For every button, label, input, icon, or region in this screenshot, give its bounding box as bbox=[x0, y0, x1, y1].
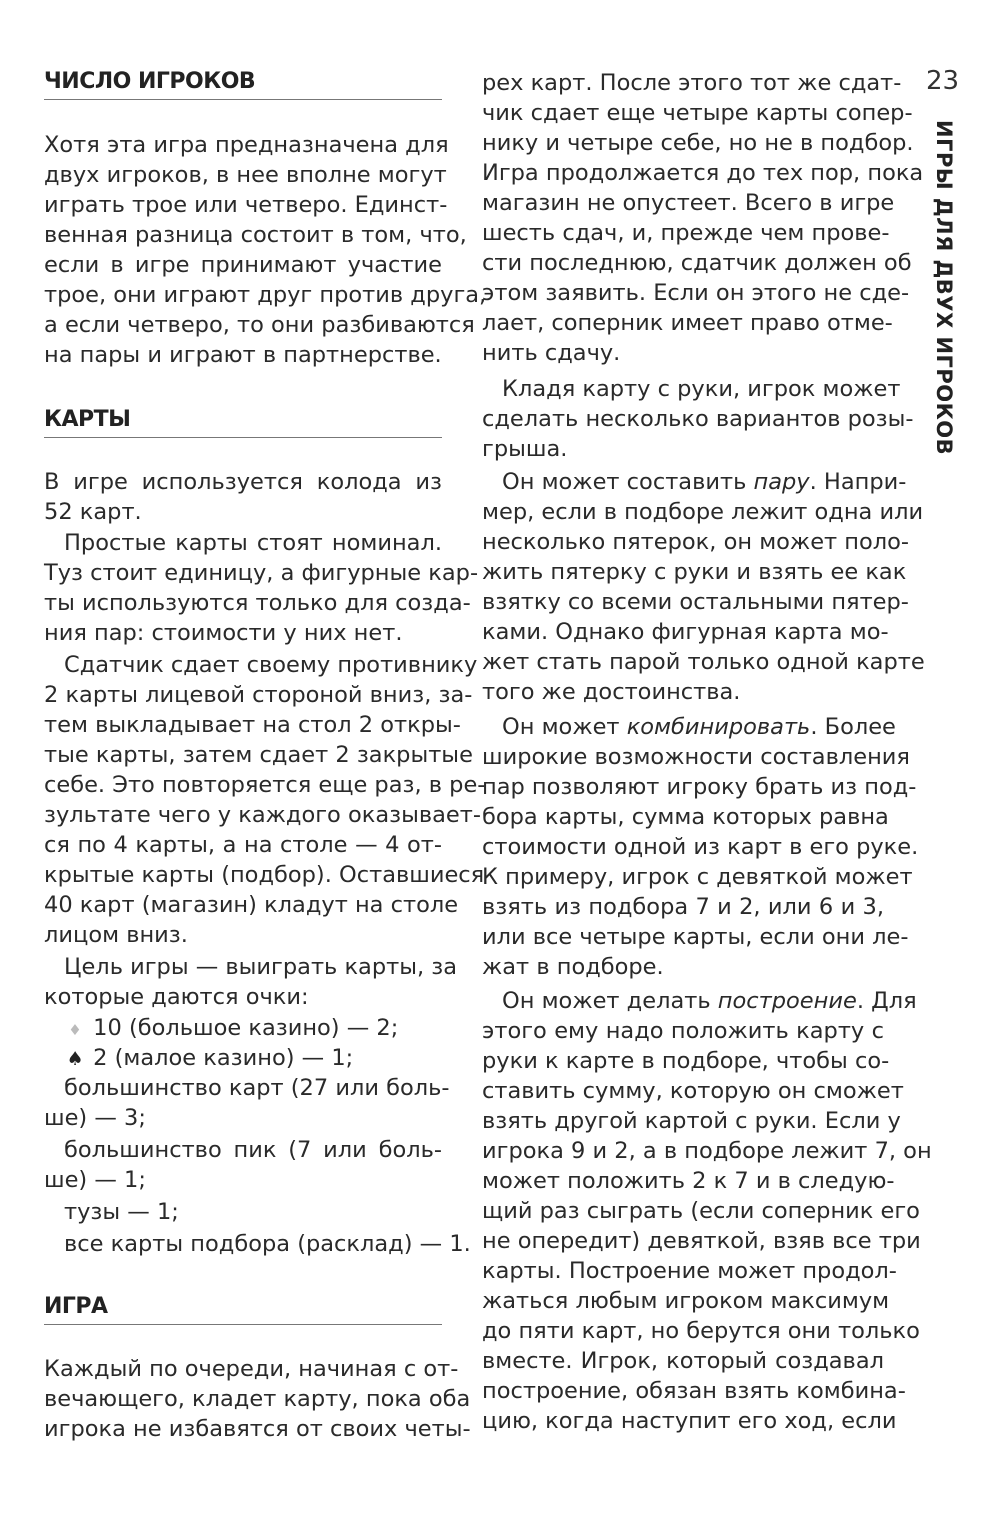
text-line: тые карты, затем сдает 2 закрытые bbox=[44, 742, 473, 768]
text-line: шесть сдач, и, прежде чем прове- bbox=[482, 220, 890, 246]
text-line bbox=[482, 712, 896, 742]
section-heading-cards: КАРТЫ bbox=[44, 408, 442, 438]
text-line: лает, соперник имеет право отме- bbox=[482, 310, 893, 336]
text-line: пар позволяют игроку брать из под- bbox=[482, 774, 917, 800]
term-build: построение bbox=[717, 988, 857, 1014]
list-item-text: 10 (большое казино) — 2; bbox=[93, 1015, 399, 1041]
text-line: ками. Однако фигурная карта мо- bbox=[482, 619, 889, 645]
text-line: ты используются только для созда- bbox=[44, 590, 471, 616]
text-line: Хотя эта игра предназначена для bbox=[44, 132, 449, 158]
text-line: щий раз сыграть (если соперник его bbox=[482, 1198, 920, 1224]
text-line: не опередит) девяткой, взяв все три bbox=[482, 1228, 921, 1254]
text-segment: Он может bbox=[502, 714, 627, 740]
text-line: магазин не опустеет. Всего в игре bbox=[482, 190, 895, 216]
text-line: мер, если в подборе лежит одна или bbox=[482, 499, 924, 525]
text-line: этого ему надо положить карту с bbox=[482, 1018, 884, 1044]
text-line: или все четыре карты, если они ле- bbox=[482, 924, 909, 950]
text-line: построение, обязан взять комбина- bbox=[482, 1378, 906, 1404]
text-segment: Он может делать bbox=[502, 988, 718, 1014]
text-line: рех карт. После этого тот же сдат- bbox=[482, 70, 902, 96]
text-line: Кладя карту с руки, игрок может bbox=[502, 376, 901, 402]
text-line: 2 карты лицевой стороной вниз, за- bbox=[44, 682, 473, 708]
text-line: В игре используется колода из bbox=[44, 469, 442, 495]
text-line: грыша. bbox=[482, 436, 568, 462]
text-line: нику и четыре себе, но не в подбор. bbox=[482, 130, 914, 156]
text-line: ния пар: стоимости у них нет. bbox=[44, 620, 403, 646]
text-segment: . Более bbox=[810, 714, 896, 740]
list-item: тузы — 1; bbox=[64, 1199, 179, 1225]
text-line: венная разница состоит в том, что, bbox=[44, 222, 467, 248]
text-line: взять из подбора 7 и 2, или 6 и 3, bbox=[482, 894, 884, 920]
text-line: если в игре принимают участие bbox=[44, 252, 442, 278]
text-line: вечающего, кладет карту, пока оба bbox=[44, 1386, 471, 1412]
text-line bbox=[482, 467, 907, 497]
list-item bbox=[44, 1043, 442, 1073]
text-line: игрока 9 и 2, а в подборе лежит 7, он bbox=[482, 1138, 932, 1164]
term-combine: комбинировать bbox=[626, 714, 811, 740]
text-line: крытые карты (подбор). Оставшиеся bbox=[44, 862, 485, 888]
text-segment: . Напри- bbox=[809, 469, 907, 495]
text-line: стоимости одной из карт в его руке. bbox=[482, 834, 919, 860]
list-item: ше) — 3; bbox=[44, 1105, 146, 1131]
list-item: ше) — 1; bbox=[44, 1167, 146, 1193]
text-line: этом заявить. Если он этого не сде- bbox=[482, 280, 910, 306]
text-line: ся по 4 карты, а на столе — 4 от- bbox=[44, 832, 442, 858]
text-line: К примеру, игрок с девяткой может bbox=[482, 864, 913, 890]
text-line: двух игроков, в нее вполне могут bbox=[44, 162, 447, 188]
text-line: цию, когда наступит его ход, если bbox=[482, 1408, 897, 1434]
text-line: взять другой картой с руки. Если у bbox=[482, 1108, 901, 1134]
text-line: Цель игры — выиграть карты, за bbox=[64, 954, 458, 980]
text-line bbox=[482, 986, 917, 1016]
text-line: до пяти карт, но берутся они только bbox=[482, 1318, 920, 1344]
text-line: жет стать парой только одной карте bbox=[482, 649, 925, 675]
text-line: нить сдачу. bbox=[482, 340, 621, 366]
text-line: Игра продолжается до тех пор, пока bbox=[482, 160, 924, 186]
text-line: сделать несколько вариантов розы- bbox=[482, 406, 914, 432]
text-line: жить пятерку с руки и взять ее как bbox=[482, 559, 907, 585]
text-line: чик сдает еще четыре карты сопер- bbox=[482, 100, 913, 126]
text-line: 40 карт (магазин) кладут на столе bbox=[44, 892, 459, 918]
text-line: играть трое или четверо. Единст- bbox=[44, 192, 448, 218]
text-line: тем выкладывает на стол 2 откры- bbox=[44, 712, 461, 738]
text-line: Сдатчик сдает своему противнику bbox=[64, 652, 478, 678]
text-line: вместе. Игрок, который создавал bbox=[482, 1348, 884, 1374]
list-item-text: 2 (малое казино) — 1; bbox=[93, 1045, 354, 1071]
list-item bbox=[44, 1013, 442, 1043]
text-line: а если четверо, то они разбиваются bbox=[44, 312, 475, 338]
text-line: 52 карт. bbox=[44, 499, 142, 525]
text-line: на пары и играют в партнерстве. bbox=[44, 342, 442, 368]
text-line: карты. Построение может продол- bbox=[482, 1258, 897, 1284]
text-segment: Он может составить bbox=[502, 469, 754, 495]
text-line: широкие возможности составления bbox=[482, 744, 910, 770]
text-line: Каждый по очереди, начиная с от- bbox=[44, 1356, 459, 1382]
text-line: взятку со всеми остальными пятер- bbox=[482, 589, 909, 615]
text-line: может положить 2 к 7 и в следую- bbox=[482, 1168, 895, 1194]
text-line: бора карты, сумма которых равна bbox=[482, 804, 889, 830]
list-item: большинство карт (27 или боль- bbox=[64, 1075, 450, 1101]
page-number: 23 bbox=[926, 66, 960, 96]
section-heading-game: ИГРА bbox=[44, 1295, 442, 1325]
text-line: себе. Это повторяется еще раз, в ре- bbox=[44, 772, 486, 798]
text-line: несколько пятерок, он может поло- bbox=[482, 529, 910, 555]
list-item: большинство пик (7 или боль- bbox=[64, 1137, 442, 1163]
text-line: игрока не избавятся от своих четы- bbox=[44, 1416, 471, 1442]
text-line: ставить сумму, которую он сможет bbox=[482, 1078, 904, 1104]
text-line: которые даются очки: bbox=[44, 984, 309, 1010]
running-header: ИГРЫ ДЛЯ ДВУХ ИГРОКОВ bbox=[932, 120, 956, 456]
text-line: сти последнюю, сдатчик должен об bbox=[482, 250, 912, 276]
spade-icon: ♠ bbox=[66, 1048, 84, 1070]
text-line: руки к карте в подборе, чтобы со- bbox=[482, 1048, 890, 1074]
text-line: лицом вниз. bbox=[44, 922, 188, 948]
text-line: трое, они играют друг против друга, bbox=[44, 282, 487, 308]
list-item: все карты подбора (расклад) — 1. bbox=[64, 1231, 471, 1257]
text-line: зультате чего у каждого оказывает- bbox=[44, 802, 481, 828]
text-line: Туз стоит единицу, а фигурные кар- bbox=[44, 560, 479, 586]
text-line: того же достоинства. bbox=[482, 679, 741, 705]
section-heading-players: ЧИСЛО ИГРОКОВ bbox=[44, 70, 442, 100]
text-line: жаться любым игроком максимум bbox=[482, 1288, 890, 1314]
term-pair: пару bbox=[753, 469, 810, 495]
diamond-icon: ♦ bbox=[68, 1021, 82, 1039]
text-line: Простые карты стоят номинал. bbox=[64, 530, 442, 556]
text-segment: . Для bbox=[856, 988, 917, 1014]
text-line: жат в подборе. bbox=[482, 954, 664, 980]
